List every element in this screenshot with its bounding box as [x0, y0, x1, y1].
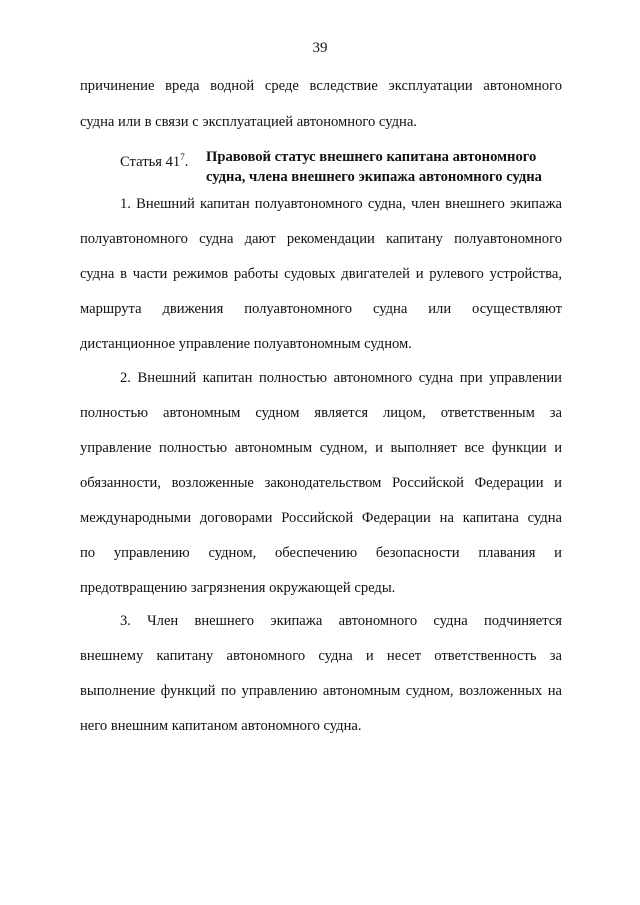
paragraph-2-line-1: 2. Внешний капитан полностью автономного судна при управлении	[120, 370, 562, 386]
paragraph-2-line-2: полностью автономным судном является лицом, ответственным за	[80, 405, 562, 421]
paragraph-3	[80, 611, 562, 736]
paragraph-2-line-4: обязанности, возложенные законодательством Российской Федерации и	[80, 475, 562, 491]
paragraph-3-line-4: него внешним капитаном автономного судна.	[80, 718, 362, 734]
paragraph-1-line-5: дистанционное управление полуавтономным судном.	[80, 336, 412, 352]
paragraph-2-line-7: предотвращению загрязнения окружающей среды.	[80, 580, 396, 596]
intro-text	[80, 76, 562, 132]
paragraph-1-line-1: 1. Внешний капитан полуавтономного судна, член внешнего экипажа	[120, 196, 562, 212]
paragraph-1-line-2: полуавтономного судна дают рекомендации капитану полуавтономного	[80, 231, 562, 247]
page-number: 39	[312, 40, 328, 56]
paragraph-2-line-3: управление полностью автономным судном, и выполняет все функции и	[80, 440, 562, 456]
article-title	[206, 147, 586, 187]
article-number-suffix: .	[184, 154, 189, 170]
paragraph-2-line-6: по управлению судном, обеспечению безопасности плавания и	[80, 545, 562, 561]
paragraph-1-line-4: маршрута движения полуавтономного судна или осуществляют	[80, 301, 562, 317]
intro-line-1: причинение вреда водной среде вследствие эксплуатации автономного	[80, 78, 562, 94]
intro-line-2: судна или в связи с эксплуатацией автономного судна.	[80, 114, 417, 130]
article-number: Статья 41	[120, 154, 181, 170]
paragraph-3-line-3: выполнение функций по управлению автономным судном, возложенных на	[80, 683, 562, 699]
article-title-line-2: судна, члена внешнего экипажа автономного судна	[206, 169, 542, 185]
article-title-line-1: Правовой статус внешнего капитана автономного	[206, 149, 537, 165]
paragraph-3-line-2: внешнему капитану автономного судна и несет ответственность за	[80, 648, 562, 664]
article-label	[120, 147, 188, 172]
paragraph-1-line-3: судна в части режимов работы судовых двигателей и рулевого устройства,	[80, 266, 562, 282]
paragraph-1	[80, 194, 562, 354]
article-superscript: 7	[180, 152, 185, 162]
paragraph-2-line-5: международными договорами Российской Федерации на капитана судна	[80, 510, 562, 526]
paragraph-3-line-1: 3. Член внешнего экипажа автономного судна подчиняется	[120, 613, 562, 629]
paragraph-2	[80, 368, 562, 598]
